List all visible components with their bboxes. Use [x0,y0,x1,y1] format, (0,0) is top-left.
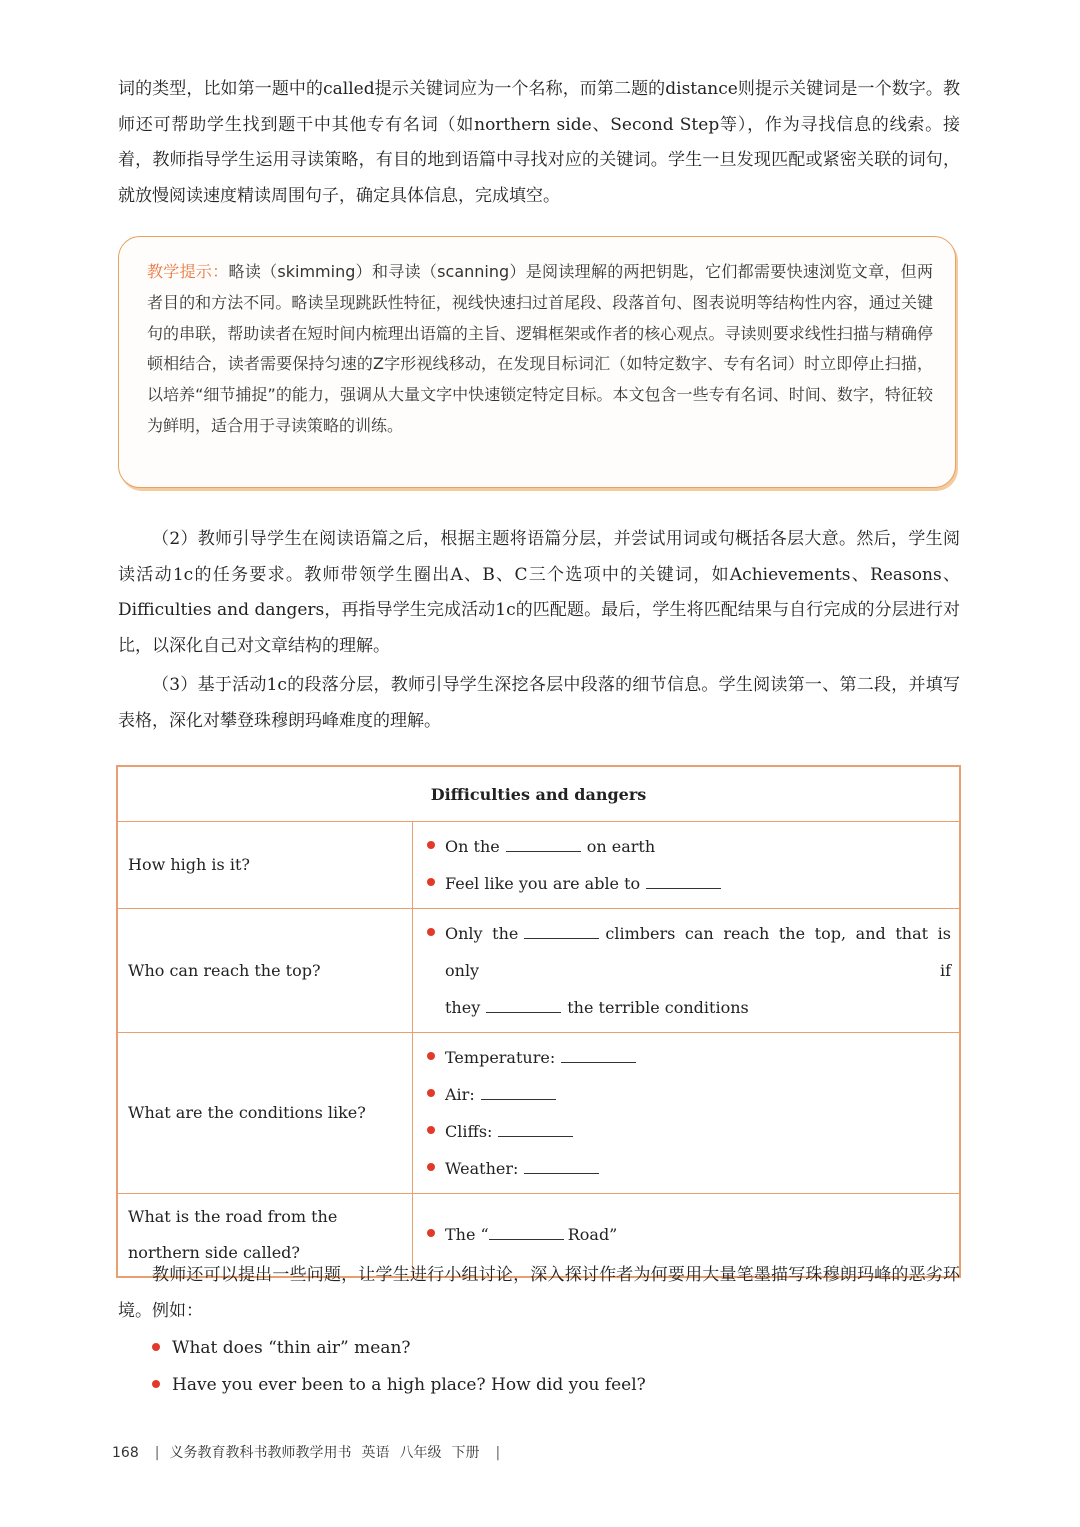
fill-blank[interactable] [506,850,581,852]
teaching-tip-text [147,257,933,442]
answer-cell [413,1033,961,1194]
answer-item [425,1039,951,1076]
volume: 下册 [451,1445,480,1461]
ending-paragraph: 教师还可以提出一些问题，让学生进行小组讨论，深入探讨作者为何要用大量笔墨描写珠穆朗玛峰的恶劣环境。例如： [118,1265,960,1321]
fill-blank[interactable] [524,937,599,939]
answer-text: Road” [567,1225,618,1245]
answer-item [425,865,951,902]
step2-paragraph: （2）教师引导学生在阅读语篇之后，根据主题将语篇分层，并尝试用词或句概括各层大意。然后，学生阅读活动1c的任务要求。教师带领学生圈出A、B、C三个选项中的关键词，如Achievements、Reasons、Difficulties and dangers，再指导学生完成活动1c的匹配题。最后，学生将匹配结果与自行完成的分层进行对比，以深化自己对文章结构的理解。 [118,529,960,656]
footer-divider: | [495,1445,501,1461]
question-cell: What are the conditions like? [117,1033,413,1194]
question-cell: How high is it? [117,822,413,909]
answer-item [425,828,951,865]
question-cell: What is the road from the northern side called? [117,1194,413,1277]
question-cell: Who can reach the top? [117,909,413,1033]
answer-text: Only the [445,924,519,943]
answer-text: Weather: [445,1159,519,1178]
teaching-tip-body: 略读（skimming）和寻读（scanning）是阅读理解的两把钥匙，它们都需要快速浏览文章，但两者目的和方法不同。略读呈现跳跃性特征，视线快速扫过首尾段、段落首句、图表说明等结构性内容，通过关键句的串联，帮助读者在短时间内梳理出语篇的主旨、逻辑框架或作者的核心观点。寻读则要求线性扫描与精确停顿相结合，读者需要保持匀速的Z字形视线移动，在发现目标词汇（如特定数字、专有名词）时立即停止扫描，以培养“细节捕捉”的能力，强调从大量文字中快速锁定特定目标。本文包含一些专有名词、时间、数字，特征较为鲜明，适合用于寻读策略的训练。 [147,262,933,435]
answer-text: The “ [445,1225,489,1245]
footer-divider: | [154,1445,160,1461]
fill-blank[interactable] [646,887,721,889]
fill-blank[interactable] [524,1172,599,1174]
answer-text: the terrible conditions [567,998,749,1017]
page-footer [112,1442,510,1462]
intro-paragraph: 词的类型，比如第一题中的called提示关键词应为一个名称，而第二题的distance则提示关键词是一个数字。教师还可帮助学生找到题干中其他专有名词（如northern side、Second Step等），作为寻找信息的线索。接着，教师指导学生运用寻读策略，有目的地到语篇中寻找对应的关键词。学生一旦发现匹配或紧密关联的词句，就放慢阅读速度精读周围句子，确定具体信息，完成填空。 [118,79,960,206]
grade: 八年级 [399,1445,442,1461]
table-title: Difficulties and dangers [117,766,960,822]
answer-text: Air: [445,1085,475,1104]
answer-text: Temperature: [445,1048,556,1067]
answer-item [425,915,951,989]
difficulties-table [116,765,961,1278]
fill-blank[interactable] [486,1011,561,1013]
table-row [117,1033,960,1194]
book-title: 义务教育教科书教师教学用书 [169,1445,352,1461]
answer-text: climbers can reach the top, and that is only if [445,924,951,980]
discussion-questions [150,1330,950,1404]
table-row [117,822,960,909]
answer-item [425,1113,951,1150]
list-item: Have you ever been to a high place? How did you feel? [150,1367,950,1404]
answer-cell [413,822,961,909]
answer-text: Feel like you are able to [445,874,641,893]
teaching-tip-label: 教学提示： [147,262,229,281]
fill-blank[interactable] [561,1061,636,1063]
answer-text: On the [445,837,500,856]
teaching-tip-box [118,236,956,488]
fill-blank[interactable] [481,1098,556,1100]
list-item: What does “thin air” mean? [150,1330,950,1367]
answer-text: on earth [586,837,656,856]
table-row [117,909,960,1033]
fill-blank[interactable] [489,1238,564,1240]
answer-continuation [425,989,951,1026]
step3-paragraph: （3）基于活动1c的段落分层，教师引导学生深挖各层中段落的细节信息。学生阅读第一、第二段，并填写表格，深化对攀登珠穆朗玛峰难度的理解。 [118,675,960,731]
answer-text: they [445,998,481,1017]
page-number: 168 [112,1445,139,1461]
subject: 英语 [361,1445,390,1461]
answer-item [425,1076,951,1113]
fill-blank[interactable] [498,1135,573,1137]
answer-cell [413,909,961,1033]
answer-item [425,1216,951,1253]
answer-text: Cliffs: [445,1122,493,1141]
table-header-row [117,766,960,822]
answer-item [425,1150,951,1187]
